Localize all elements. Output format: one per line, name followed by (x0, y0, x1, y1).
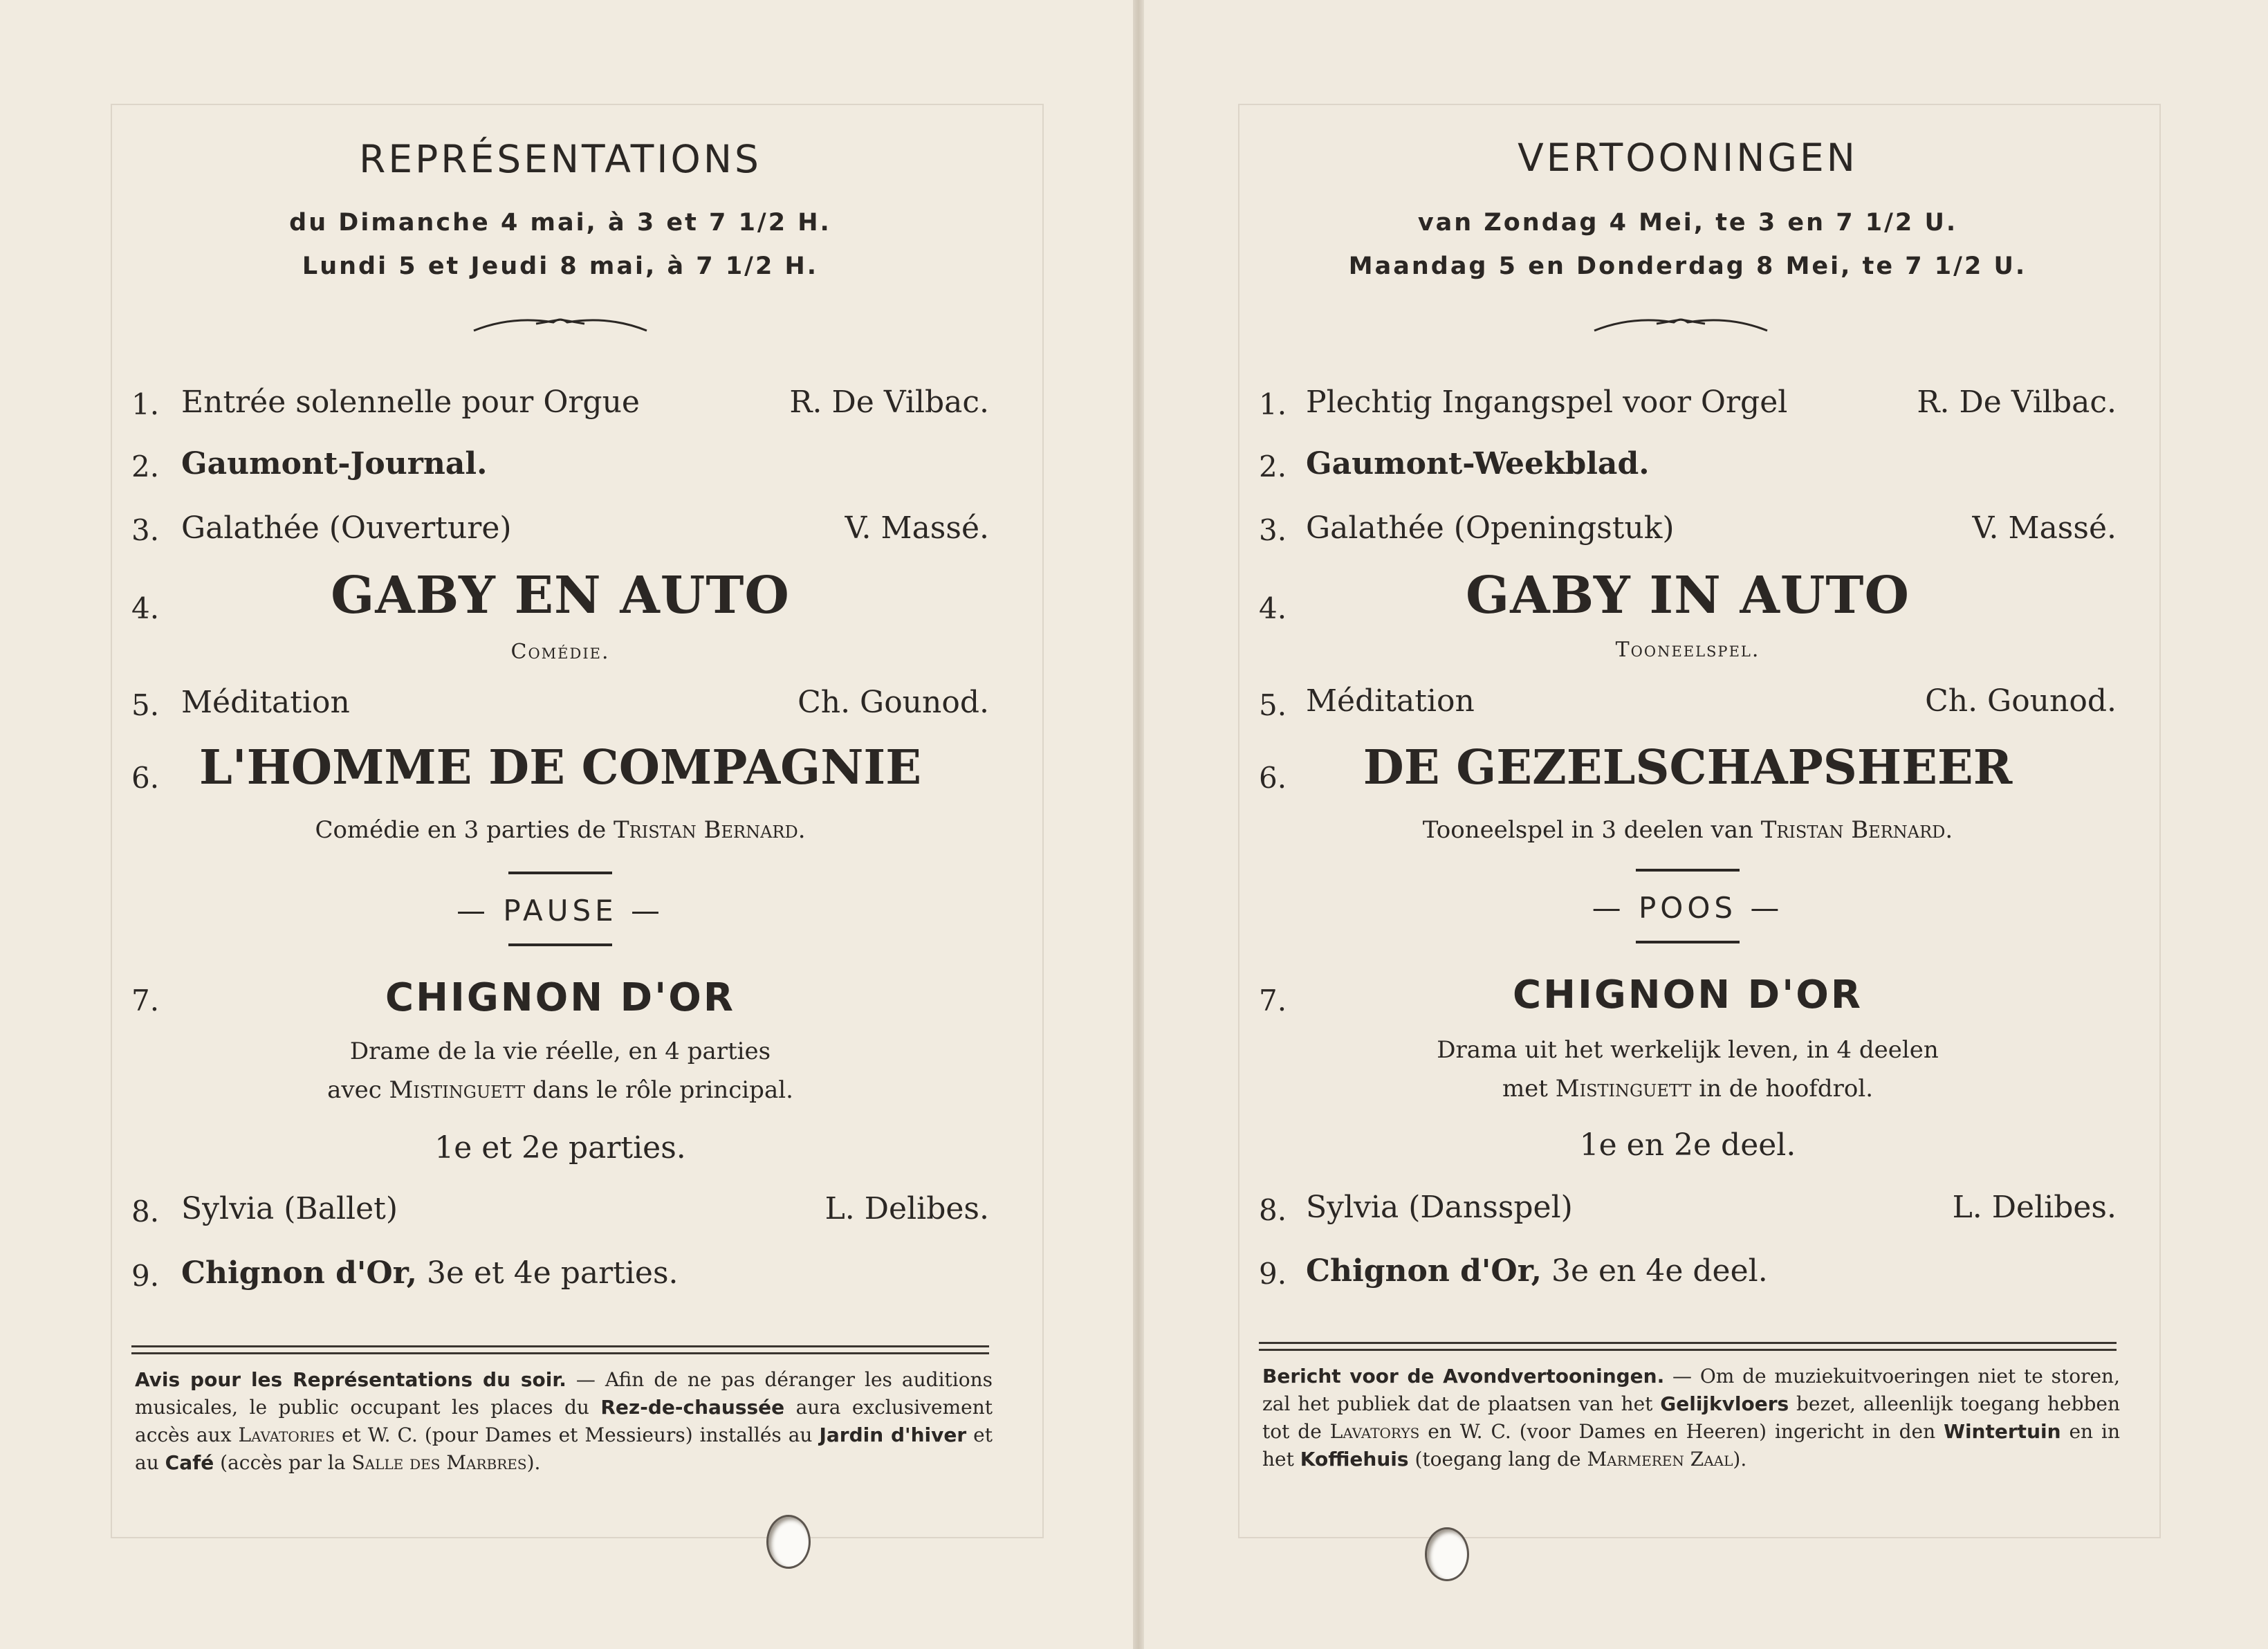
film-description: Drama uit het werkelijk leven, in 4 deelen (1437, 1036, 1939, 1064)
flourish-ornament (1591, 310, 1771, 338)
item-title: Gaumont-Weekblad. (1306, 446, 1650, 481)
film-description: Drame de la vie réelle, en 4 parties (349, 1038, 771, 1065)
double-rule-bottom (1259, 1349, 2117, 1351)
film-subtitle: Comédie en 3 parties de Tristan Bernard. (315, 816, 806, 844)
center-fold (1133, 0, 1144, 1649)
film-parts: 1e en 2e deel. (1579, 1127, 1796, 1163)
item-number: 1. (1259, 387, 1287, 421)
film-parts: 1e et 2e parties. (434, 1130, 686, 1166)
item-composer: Ch. Gounod. (798, 685, 989, 720)
item-title: Plechtig Ingangspel voor Orgel (1306, 385, 1788, 420)
item-title: Gaumont-Journal. (181, 446, 488, 481)
item-title: Chignon d'Or, 3e et 4e parties. (181, 1255, 679, 1291)
double-rule-bottom (131, 1352, 989, 1354)
flourish-ornament (470, 310, 650, 338)
item-title: Galathée (Openingstuk) (1306, 510, 1675, 546)
item-composer: Ch. Gounod. (1925, 683, 2117, 719)
item-number: 2. (131, 450, 160, 483)
film-subtitle: Tooneelspel. (1615, 638, 1760, 662)
item-title: Sylvia (Dansspel) (1306, 1190, 1573, 1225)
evening-notice: Avis pour les Représentations du soir. — Afin de ne pas déranger les auditions musicales, le public occupant les places du Rez-de-chaussée aura exclusivement accès aux Lavatories et W. C. (pour Dames et Messieurs) installés au Jardin d'hiver et au Café (accès par la Salle des Marbres). (135, 1368, 993, 1474)
item-title: Galathée (Ouverture) (181, 510, 512, 546)
item-number: 3. (131, 513, 160, 547)
divider-rule (1636, 869, 1740, 872)
film-title: CHIGNON D'OR (385, 975, 735, 1020)
item-number: 4. (131, 591, 160, 625)
double-rule-top (131, 1345, 989, 1347)
item-number: 4. (1259, 591, 1287, 625)
film-cast: avec Mistinguett dans le rôle principal. (327, 1076, 793, 1104)
item-composer: L. Delibes. (1952, 1190, 2117, 1225)
divider-rule (1636, 941, 1740, 943)
double-rule-top (1259, 1342, 2117, 1344)
item-number: 5. (1259, 688, 1287, 722)
intermission-label: — POOS — (1592, 891, 1784, 925)
item-title: Entrée solennelle pour Orgue (181, 385, 640, 420)
schedule-line-2: Lundi 5 et Jeudi 8 mai, à 7 1/2 H. (302, 252, 819, 280)
schedule-line-1: du Dimanche 4 mai, à 3 et 7 1/2 H. (289, 209, 831, 237)
film-cast: met Mistinguett in de hoofdrol. (1502, 1075, 1874, 1103)
item-composer: V. Massé. (845, 510, 989, 546)
film-title: GABY IN AUTO (1466, 566, 1910, 625)
film-subtitle: Comédie. (510, 640, 610, 664)
item-title: Sylvia (Ballet) (181, 1191, 398, 1226)
item-title: Méditation (181, 685, 350, 720)
film-subtitle: Tooneelspel in 3 deelen van Tristan Bernard. (1422, 816, 1953, 844)
item-number: 6. (1259, 761, 1287, 795)
item-number: 8. (1259, 1193, 1287, 1227)
schedule-line-2: Maandag 5 en Donderdag 8 Mei, te 7 1/2 U. (1348, 252, 2027, 280)
item-number: 3. (1259, 513, 1287, 547)
schedule-line-1: van Zondag 4 Mei, te 3 en 7 1/2 U. (1417, 209, 1958, 237)
intermission-label: — PAUSE — (456, 894, 664, 928)
punch-hole (766, 1515, 811, 1569)
item-number: 6. (131, 761, 160, 795)
item-number: 1. (131, 387, 160, 421)
item-number: 5. (131, 688, 160, 722)
item-composer: R. De Vilbac. (1917, 385, 2117, 420)
page-title: REPRÉSENTATIONS (359, 137, 762, 181)
film-title: DE GEZELSCHAPSHEER (1363, 740, 2013, 795)
item-number: 9. (131, 1259, 160, 1293)
item-composer: R. De Vilbac. (789, 385, 989, 420)
item-number: 8. (131, 1195, 160, 1228)
divider-rule (508, 943, 612, 946)
evening-notice: Bericht voor de Avondvertooningen. — Om de muziekuitvoeringen niet te storen, zal het publiek dat de plaatsen van het Gelijkvloers bezet, alleenlijk toegang hebben tot de Lavatorys en W. C. (voor Dames en Heeren) ingericht in den Wintertuin en in het Koffiehuis (toegang lang de Marmeren Zaal). (1262, 1365, 2121, 1471)
film-title: CHIGNON D'OR (1513, 973, 1863, 1017)
item-number: 7. (1259, 984, 1287, 1017)
item-composer: V. Massé. (1972, 510, 2117, 546)
divider-rule (508, 872, 612, 874)
item-number: 7. (131, 984, 160, 1017)
punch-hole (1425, 1527, 1469, 1581)
item-composer: L. Delibes. (824, 1191, 989, 1226)
film-title: GABY EN AUTO (331, 566, 790, 625)
item-number: 2. (1259, 450, 1287, 483)
item-title: Chignon d'Or, 3e en 4e deel. (1306, 1253, 1768, 1289)
item-number: 9. (1259, 1257, 1287, 1291)
page-title: VERTOONINGEN (1518, 136, 1858, 180)
item-title: Méditation (1306, 683, 1475, 719)
film-title: L'HOMME DE COMPAGNIE (199, 740, 922, 795)
